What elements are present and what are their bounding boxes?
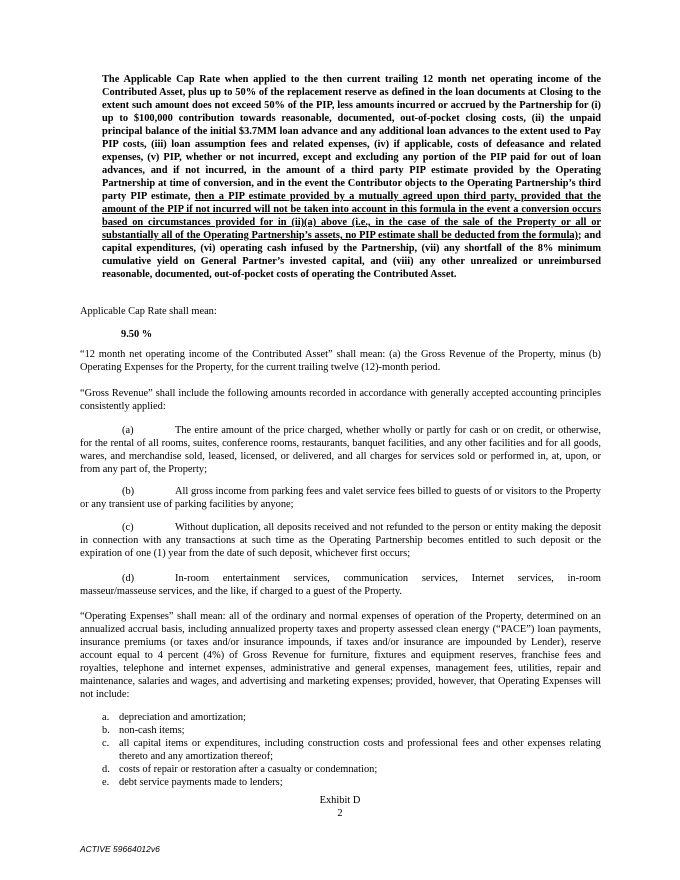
list-text: debt service payments made to lenders; (119, 777, 283, 788)
item-label: (c) (122, 522, 134, 533)
cap-rate-label: Applicable Cap Rate shall mean: (80, 306, 217, 317)
formula-text-part1: The Applicable Cap Rate when applied to the then current trailing 12 month net operating income of the Contributed Asset, plus up to 50% of the replacement reserve as defined in the loan documents at Closing to the extent such amount does not exceed 50% of the PIP, less amounts incurred or accrued by the Partnership for (i) up to $100,000 contribution towards reasonable, documented, out-of-pocket closing costs, (ii) the unpaid principal balance of the initial $3.7MM loan advance and any additional loan advances to the extent used to Pay PIP costs, (iii) loan assumption fees and related expenses, (iv) if applicable, costs of defeasance and related expenses, (v) PIP, whether or not incurred, except and excluding any portion of the PIP paid for out of loan advances, and if not incurred, in the amount of a third party PIP estimate provided by the Operating Partnership at time of conversion, and in the event the Contributor objects to the Operating Partnership’s third party PIP estimate, (102, 74, 601, 202)
gross-revenue-item-a (80, 424, 601, 476)
list-letter: d. (102, 764, 110, 775)
exhibit-label: Exhibit D (319, 795, 361, 806)
page-number: 2 (337, 808, 343, 819)
formula-underlined-text: then a PIP estimate provided by a mutually agreed upon third party, provided that the amount of the PIP if not incurred will not be taken into account in this formula in the event a conversion occurs based on circumstances provided for in (ii)(a) above (i.e., in the case of the sale of the Property or all or substantially all of the Operating Partnership’s assets, no PIP estimate shall be deducted from the formula) (102, 191, 601, 241)
list-letter: b. (102, 725, 110, 736)
list-item (102, 711, 601, 724)
noi-definition: “12 month net operating income of the Contributed Asset” shall mean: (a) the Gross Revenue of the Property, minus (b) Operating Expenses for the Property, for the current trailing twelve (12)-month period. (80, 349, 601, 373)
list-item (102, 776, 601, 789)
list-item (102, 737, 601, 763)
item-text: The entire amount of the price charged, whether wholly or partly for cash or on credit, or otherwise, for the rental of all rooms, suites, conference rooms, restaurants, banquet facilities, and any other facilities and for all goods, wares, and merchandise sold, leased, licensed, or delivered, and all charges for services sold or performed in, at, upon, or from any part of, the Property; (80, 425, 601, 475)
cap-rate-formula-paragraph (102, 73, 601, 281)
item-text: Without duplication, all deposits received and not refunded to the person or entity making the deposit in connection with any transactions at such time as the Operating Partnership becomes entitled to such deposit or the expiration of one (1) year from the date of such deposit, whichever first occurs; (80, 522, 601, 559)
list-text: non-cash items; (119, 725, 185, 736)
list-text: costs of repair or restoration after a casualty or condemnation; (119, 764, 378, 775)
item-text: All gross income from parking fees and valet service fees billed to guests of or visitors to the Property or any transient use of parking facilities by anyone; (80, 486, 601, 510)
list-letter: c. (102, 738, 110, 749)
formula-text-part2: ; and capital expenditures, (vi) operating cash infused by the Partnership, (vii) any shortfall of the 8% minimum cumulative yield on General Partner’s invested capital, and (viii) any other unrealized or unreimbursed reasonable, documented, out-of-pocket costs of operating the Contributed Asset. (102, 230, 602, 280)
cap-rate-value: 9.50 % (121, 329, 153, 340)
item-label: (d) (122, 573, 135, 584)
gross-revenue-intro: “Gross Revenue” shall include the following amounts recorded in accordance with generally accepted accounting principles consistently applied: (80, 388, 601, 412)
list-text: all capital items or expenditures, including construction costs and professional fees and other expenses relating thereto and any amortization thereof; (119, 738, 601, 762)
exclusions-list (102, 711, 601, 789)
list-item (102, 724, 601, 737)
list-item (102, 763, 601, 776)
item-label: (b) (122, 486, 135, 497)
list-letter: e. (102, 777, 110, 788)
item-text: In-room entertainment services, communication services, Internet services, in-room masseur/masseuse services, and the like, if charged to a guest of the Property. (80, 573, 601, 597)
gross-revenue-item-c (80, 521, 601, 560)
document-id: ACTIVE 59664012v6 (80, 844, 160, 854)
gross-revenue-item-d (80, 572, 601, 598)
operating-expenses-definition: “Operating Expenses” shall mean: all of the ordinary and normal expenses of operation of the Property, determined on an annualized accrual basis, including annualized property taxes and property assessed clean energy (“PACE”) loan payments, insurance premiums (or taxes and/or insurance impounds, if taxes and/or insurance are impounded by Lender), reserve account equal to 4 percent (4%) of Gross Revenue for furniture, fixtures and equipment reserves, franchise fees and royalties, telephone and internet expenses, administrative and general expenses, management fees, utilities, repair and maintenance, salaries and wages, and advertising and marketing expenses; provided, however, that Operating Expenses will not include: (80, 611, 601, 700)
gross-revenue-item-b (80, 485, 601, 511)
list-text: depreciation and amortization; (119, 712, 246, 723)
item-label: (a) (122, 425, 134, 436)
list-letter: a. (102, 712, 110, 723)
